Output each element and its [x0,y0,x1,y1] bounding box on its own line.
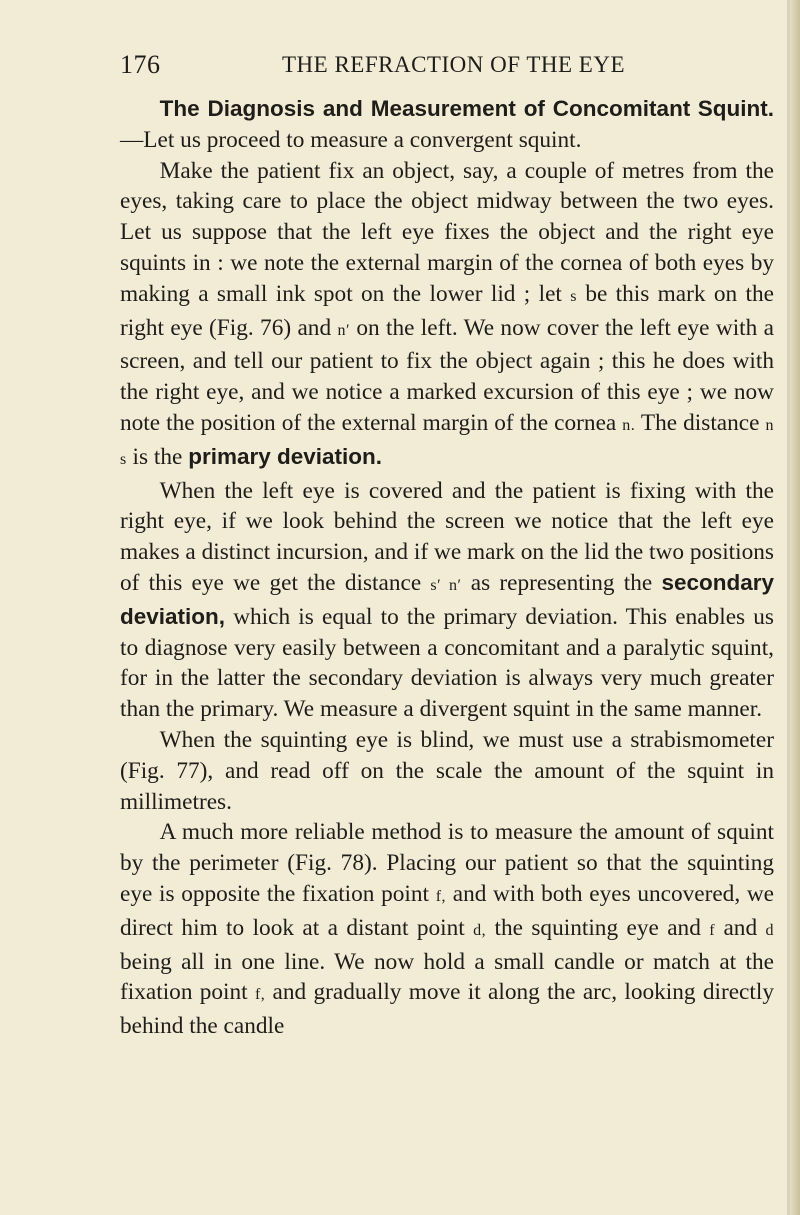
term-primary-deviation: primary deviation. [188,443,383,469]
p2-mark-sn: s′ n′ [430,576,462,594]
page-number: 176 [120,50,161,79]
p4-text-b: and with both eyes uncovered, we direct him to look at a distant point [120,880,775,941]
p4-mark-d2: d [765,921,774,939]
p2-text-c: which is equal to the primary deviation. This enables us to diagnose very easily between a concomitant and a paralytic squint, for in the latter the secondary deviation is always very much greater than the primary. We measure a divergent squint in the same manner. [120,603,774,723]
p1-text-d: The distance [635,409,766,436]
term-secondary-deviation: secondary deviation, [120,569,774,629]
running-title: THE REFRACTION OF THE EYE [282,52,626,77]
p1-mark-n-prime: n′ [337,321,350,339]
page-edge-shadow [787,0,790,1215]
p1-text-e: is the [126,443,189,470]
p4-text-f: and gradually move it along the arc, looking directly behind the candle [120,979,774,1040]
section-heading-line2: Squint. [697,96,774,121]
section-heading-paragraph [120,94,774,156]
p4-text-c: the squinting eye and [486,914,710,941]
page-edge [790,0,800,1215]
p1-text-c: on the left. We now cover the left eye with a screen, and tell our patient to fix the object again ; this he does with the right eye, and we notice a marked excursion of this eye ; we now note the position of the external margin of the cornea [120,314,774,436]
p4-text-a: A much more reliable method is to measure the amount of squint by the perimeter (Fig. 78). Placing our patient so that the squinting eye is opposite the fixation point [120,819,774,907]
p1-text-b: be this mark on the right eye (Fig. 76) and [120,280,774,341]
paragraph-2 [120,476,774,725]
paragraph-3: When the squinting eye is blind, we must use a strabismometer (Fig. 77), and read off on the scale the amount of the squint in millimetres. [120,726,774,815]
p4-mark-f2: f [709,921,716,939]
p1-mark-ns: n s [120,416,774,468]
p1-mark-n: n. [622,416,636,434]
p1-mark-s: s [570,287,577,305]
p2-text-a: When the left eye is covered and the patient is fixing with the right eye, if we look behind the screen we notice that the left eye makes a distinct incursion, and if we mark on the lid the two positions of this eye we get the distance [120,477,774,596]
section-heading-line1: The Diagnosis and Measurement of Concomitant [159,96,691,121]
paragraph-1 [120,156,774,476]
p4-mark-f3: f, [254,986,266,1004]
p4-text-d: and [715,914,766,941]
p2-text-b: as representing the [461,569,662,596]
heading-continuation: —Let us proceed to measure a convergent squint. [120,126,582,153]
body-text [120,94,774,1042]
p4-text-e: being all in one line. We now hold a small candle or match at the fixation point [120,948,774,1006]
p1-text-a: Make the patient fix an object, say, a couple of metres from the eyes, taking care to place the object midway between the two eyes. Let us suppose that the left eye fixes the object and the right eye squints in : we note the external margin of the cornea of both eyes by making a small ink spot on the lower lid ; let [120,157,774,307]
paragraph-4 [120,817,774,1042]
p4-mark-d1: d, [473,921,487,939]
p4-mark-f1: f, [435,887,447,905]
